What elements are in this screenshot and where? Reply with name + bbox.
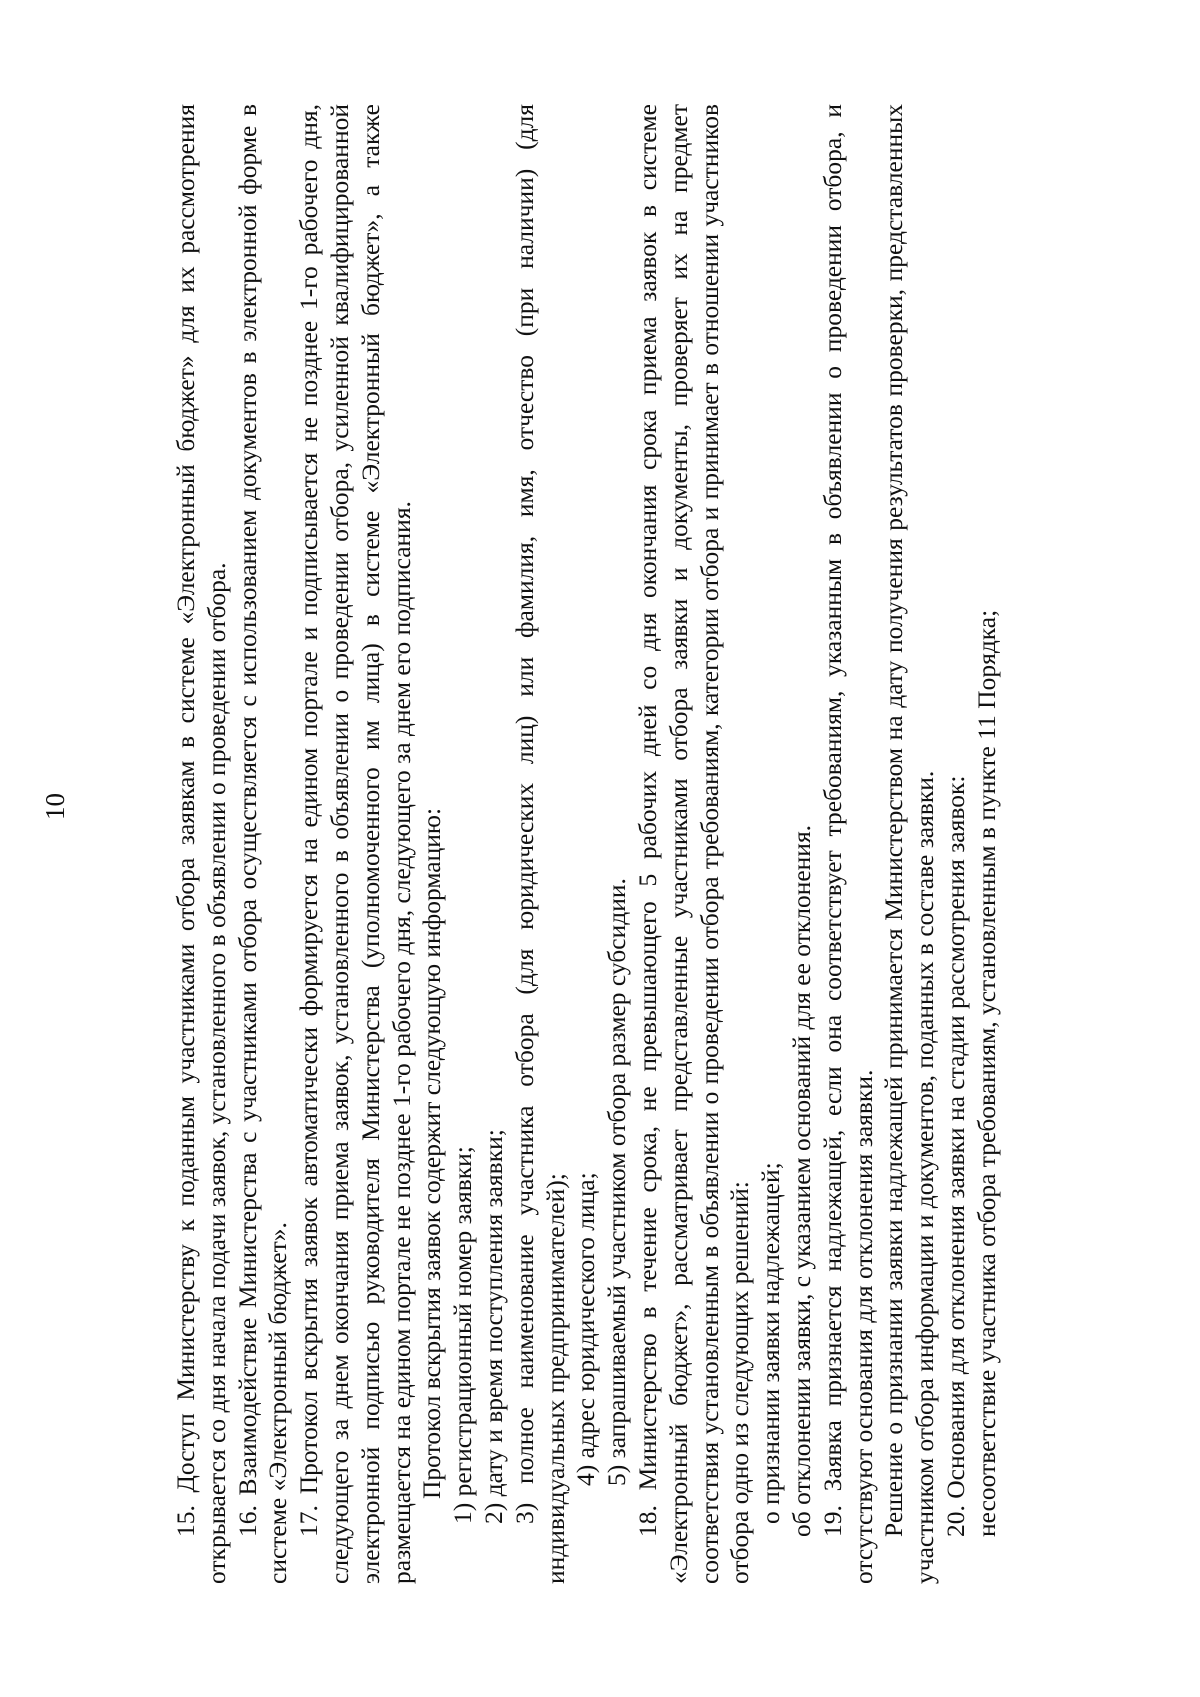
paragraph-20: 20. Основания для отклонения заявки на стадии рассмотрения заявок:	[940, 775, 970, 1537]
protocol-item-5: 5) запрашиваемый участником отбора размер субсидии.	[602, 878, 632, 1486]
protocol-item-3: 3) полное наименование участника отбора (для юридических лиц) или фамилия, имя, отчество (при наличии) (для индивидуальных предпринимателей);	[509, 104, 570, 1584]
paragraph-15: 15. Доступ Министерству к поданным участниками отбора заявкам в системе «Электронный бюджет» для их рассмотрения открывается со дня начала подачи заявок, установленного в объявлении о проведении отбора.	[171, 104, 231, 1584]
protocol-item-1: 1) регистрационный номер заявки;	[448, 1146, 478, 1524]
page-number: 10	[40, 793, 70, 820]
decision-option-reject: об отклонении заявки, с указанием оснований для ее отклонения.	[786, 824, 816, 1537]
paragraph-17: 17. Протокол вскрытия заявок автоматически формируется на едином портале и подписывается не позднее 1-го рабочего дня, следующего за днем окончания приема заявок, установленного в объявлении о проведении отбора, усиленной квалифицированной электронной подписью руководителя Министерства (уполномоченного им лица) в системе «Электронный бюджет», а также размещается на едином портале не позднее 1-го рабочего дня, следующего за днем его подписания.	[294, 104, 416, 1584]
paragraph-19: 19. Заявка признается надлежащей, если она соответствует требованиям, указанным в объявлении о проведении отбора, и отсутствуют основания для отклонения заявки.	[817, 104, 878, 1584]
protocol-item-4: 4) адрес юридического лица;	[571, 1172, 601, 1486]
document-body	[171, 104, 1003, 1584]
paragraph-16: 16. Взаимодействие Министерства с участниками отбора осуществляется с использованием документов в электронной форме в системе «Электронный бюджет».	[232, 104, 293, 1584]
protocol-contents-intro: Протокол вскрытия заявок содержит следующую информацию:	[417, 807, 447, 1499]
paragraph-19-decision: Решение о признании заявки надлежащей принимается Министерством на дату получения результатов проверки, представленных участником отбора информации и документов, поданных в составе заявки.	[879, 104, 940, 1584]
rejection-reason-1: несоответствие участника отбора требованиям, установленным в пункте 11 Порядка;	[971, 609, 1001, 1537]
paragraph-18: 18. Министерство в течение срока, не превышающего 5 рабочих дней со дня окончания срока приема заявок в системе «Электронный бюджет», рассматривает представленные участниками отбора заявки и документы, проверяет их на предмет соответствия установленным в объявлении о проведении отбора требованиям, категории отбора и принимает в отношении участников отбора одно из следующих решений:	[632, 104, 755, 1584]
decision-option-accept: о признании заявки надлежащей;	[756, 1162, 786, 1524]
protocol-item-2: 2) дату и время поступления заявки;	[478, 1129, 508, 1524]
